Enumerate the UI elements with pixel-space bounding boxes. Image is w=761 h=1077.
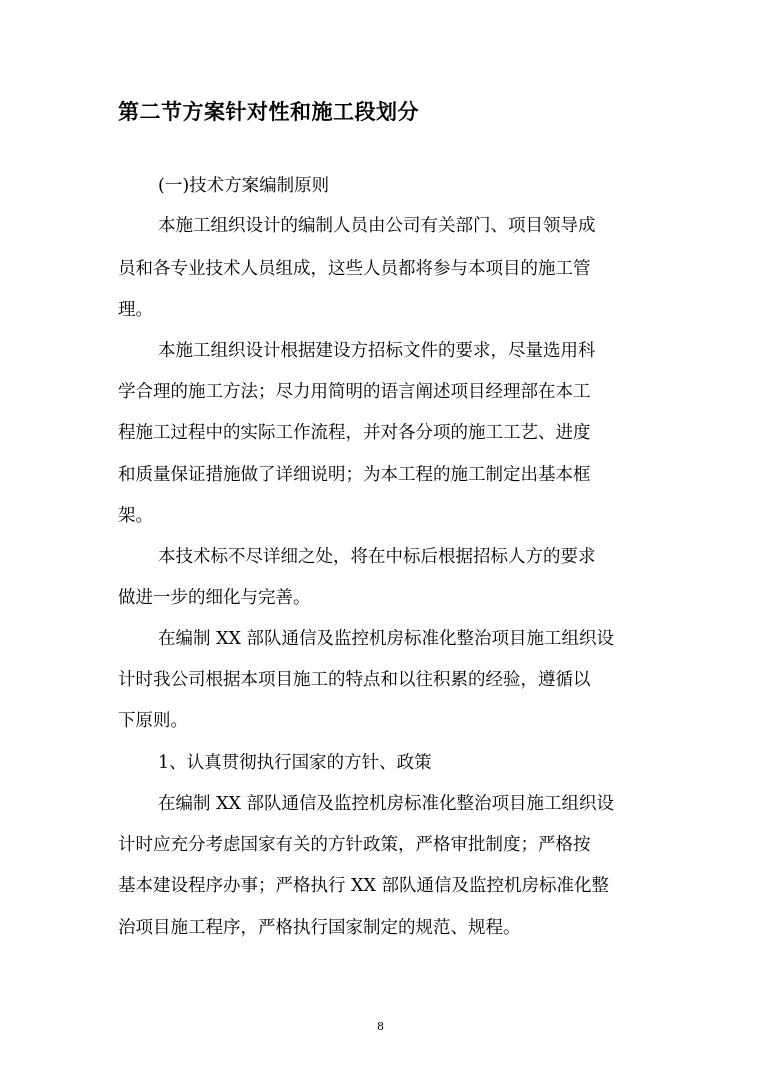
paragraph-line: 本施工组织设计根据建设方招标文件的要求，尽量选用科	[158, 341, 596, 361]
paragraph-line: 计时我公司根据本项目施工的特点和以往积累的经验，遵循以	[118, 670, 591, 690]
paragraph-line: 在编制 XX 部队通信及监控机房标准化整治项目施工组织设	[158, 794, 615, 814]
paragraph-line: 员和各专业技术人员组成，这些人员都将参与本项目的施工管	[118, 259, 591, 279]
paragraph-line: 做进一步的细化与完善。	[118, 588, 311, 608]
paragraph-line: 学合理的施工方法；尽力用简明的语言阐述项目经理部在本工	[118, 382, 591, 402]
paragraph-line: 和质量保证措施做了详细说明；为本工程的施工制定出基本框	[118, 465, 591, 485]
paragraph-line: 程施工过程中的实际工作流程，并对各分项的施工工艺、进度	[118, 423, 591, 443]
paragraph-line: 本施工组织设计的编制人员由公司有关部门、项目领导成	[158, 216, 596, 236]
paragraph-line: 在编制 XX 部队通信及监控机房标准化整治项目施工组织设	[158, 629, 615, 649]
paragraph-line: 治项目施工程序，严格执行国家制定的规范、规程。	[118, 918, 521, 938]
paragraph-line: 计时应充分考虑国家有关的方针政策，严格审批制度；严格按	[118, 835, 591, 855]
numbered-heading: 1、认真贯彻执行国家的方针、政策	[158, 753, 432, 773]
paragraph-line: 架。	[118, 506, 153, 526]
page-number: 8	[377, 1020, 384, 1033]
paragraph-line: 基本建设程序办事；严格执行 XX 部队通信及监控机房标准化整	[118, 876, 610, 896]
section-title: 第二节方案针对性和施工段划分	[118, 100, 419, 124]
paragraph-line: 本技术标不尽详细之处，将在中标后根据招标人方的要求	[158, 547, 596, 567]
paragraph-line: 下原则。	[118, 711, 188, 731]
paragraph-line: 理。	[118, 300, 153, 320]
subsection-heading: (一)技术方案编制原则	[158, 176, 330, 196]
